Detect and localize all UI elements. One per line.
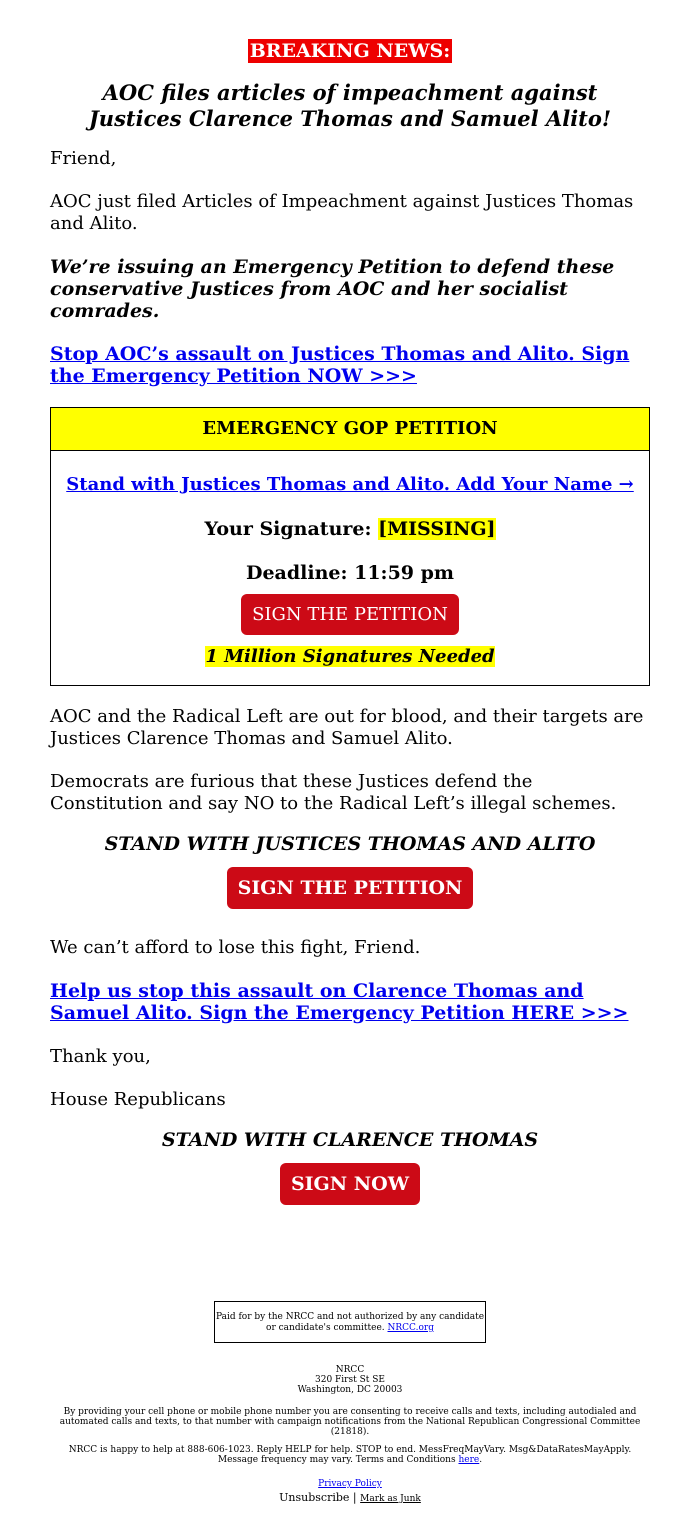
- unsubscribe-link[interactable]: Unsubscribe: [279, 1491, 350, 1504]
- banner-label: BREAKING NEWS:: [249, 40, 451, 62]
- signature-value: [MISSING]: [378, 518, 496, 540]
- signatures-needed: 1 Million Signatures Needed: [205, 646, 495, 667]
- privacy-policy-wrapper: [50, 1479, 650, 1489]
- headline: [50, 80, 650, 132]
- footer-separator: |: [352, 1491, 357, 1504]
- nrcc-link[interactable]: NRCC.org: [387, 1323, 434, 1333]
- breaking-news-banner: [50, 40, 650, 62]
- mark-as-junk-link[interactable]: Mark as Junk: [360, 1494, 421, 1504]
- signature-label: Your Signature:: [204, 518, 372, 540]
- paragraph-out-for-blood: AOC and the Radical Left are out for blood, and their targets are Justices Clarence Thomas and Samuel Alito.: [50, 706, 644, 749]
- paragraph-impeachment: AOC just filed Articles of Impeachment against Justices Thomas and Alito.: [50, 191, 634, 234]
- signoff: House Republicans: [50, 1089, 226, 1110]
- headline-line-1: AOC files articles of impeachment against: [102, 80, 598, 105]
- terms-link[interactable]: here: [458, 1455, 480, 1465]
- paragraph-afford-to-lose: We can’t afford to lose this fight, Friend.: [50, 937, 421, 958]
- footer-address-line-1: 320 First St SE: [315, 1375, 385, 1385]
- footer-org: NRCC: [335, 1365, 365, 1375]
- sign-now-button-wrapper: [50, 1163, 650, 1205]
- paragraph-democrats-furious: Democrats are furious that these Justices defend the Constitution and say NO to the Radical Left’s illegal schemes.: [50, 771, 617, 814]
- footer-address: [50, 1365, 650, 1395]
- sign-petition-button-2-wrapper: [50, 867, 650, 909]
- thank-you: Thank you,: [50, 1046, 151, 1067]
- petition-box-header: EMERGENCY GOP PETITION: [51, 408, 649, 451]
- link-stop-assault[interactable]: Stop AOC’s assault on Justices Thomas and Alito. Sign the Emergency Petition NOW >>>: [50, 343, 630, 387]
- petition-box-body: [51, 451, 649, 685]
- privacy-policy-link[interactable]: Privacy Policy: [318, 1479, 382, 1489]
- footer-address-line-2: Washington, DC 20003: [297, 1385, 403, 1395]
- unsubscribe-row: [50, 1491, 650, 1506]
- signature-line: [51, 518, 649, 540]
- headline-line-2: Justices Clarence Thomas and Samuel Alito!: [88, 106, 612, 131]
- petition-box: [50, 407, 650, 686]
- footer-help: NRCC is happy to help at 888-606-1023. Reply HELP for help. STOP to end. MessFreqMayVary. Msg&DataRatesMayApply. Message frequency may vary. Terms and Conditions here.: [68, 1445, 632, 1465]
- email-body: [50, 0, 650, 1506]
- link-help-stop-wrapper: [50, 980, 650, 1024]
- paragraph-emergency-petition: We’re issuing an Emergency Petition to defend these conservative Justices from AOC and her socialist comrades.: [50, 256, 615, 322]
- deadline: Deadline: 11:59 pm: [245, 562, 455, 584]
- link-add-your-name[interactable]: Stand with Justices Thomas and Alito. Add Your Name →: [66, 474, 634, 495]
- link-help-stop-assault[interactable]: Help us stop this assault on Clarence Thomas and Samuel Alito. Sign the Emergency Petition HERE >>>: [50, 980, 629, 1024]
- stand-with-clarence-thomas: STAND WITH CLARENCE THOMAS: [161, 1129, 539, 1151]
- greeting: Friend,: [50, 148, 117, 169]
- disclaimer-text: Paid for by the NRCC and not authorized by any candidate or candidate's committee.: [215, 1312, 485, 1333]
- paid-for-disclaimer: [214, 1301, 486, 1343]
- sign-petition-button[interactable]: SIGN THE PETITION: [241, 594, 459, 635]
- link-stop-assault-wrapper: [50, 343, 650, 387]
- footer-consent: By providing your cell phone or mobile phone number you are consenting to receive calls and texts, including autodialed and automated calls and texts, to that number with campaign notifications from the National Republican Congressional Committee (21818).: [59, 1407, 641, 1437]
- sign-now-button[interactable]: SIGN NOW: [280, 1163, 420, 1205]
- stand-with-justices: STAND WITH JUSTICES THOMAS AND ALITO: [104, 833, 596, 855]
- footer-help-text: NRCC is happy to help at 888-606-1023. Reply HELP for help. STOP to end. MessFreqMayVary. Msg&DataRatesMayApply. Message frequency may vary. Terms and Conditions: [68, 1445, 632, 1465]
- sign-petition-button-2[interactable]: SIGN THE PETITION: [227, 867, 474, 909]
